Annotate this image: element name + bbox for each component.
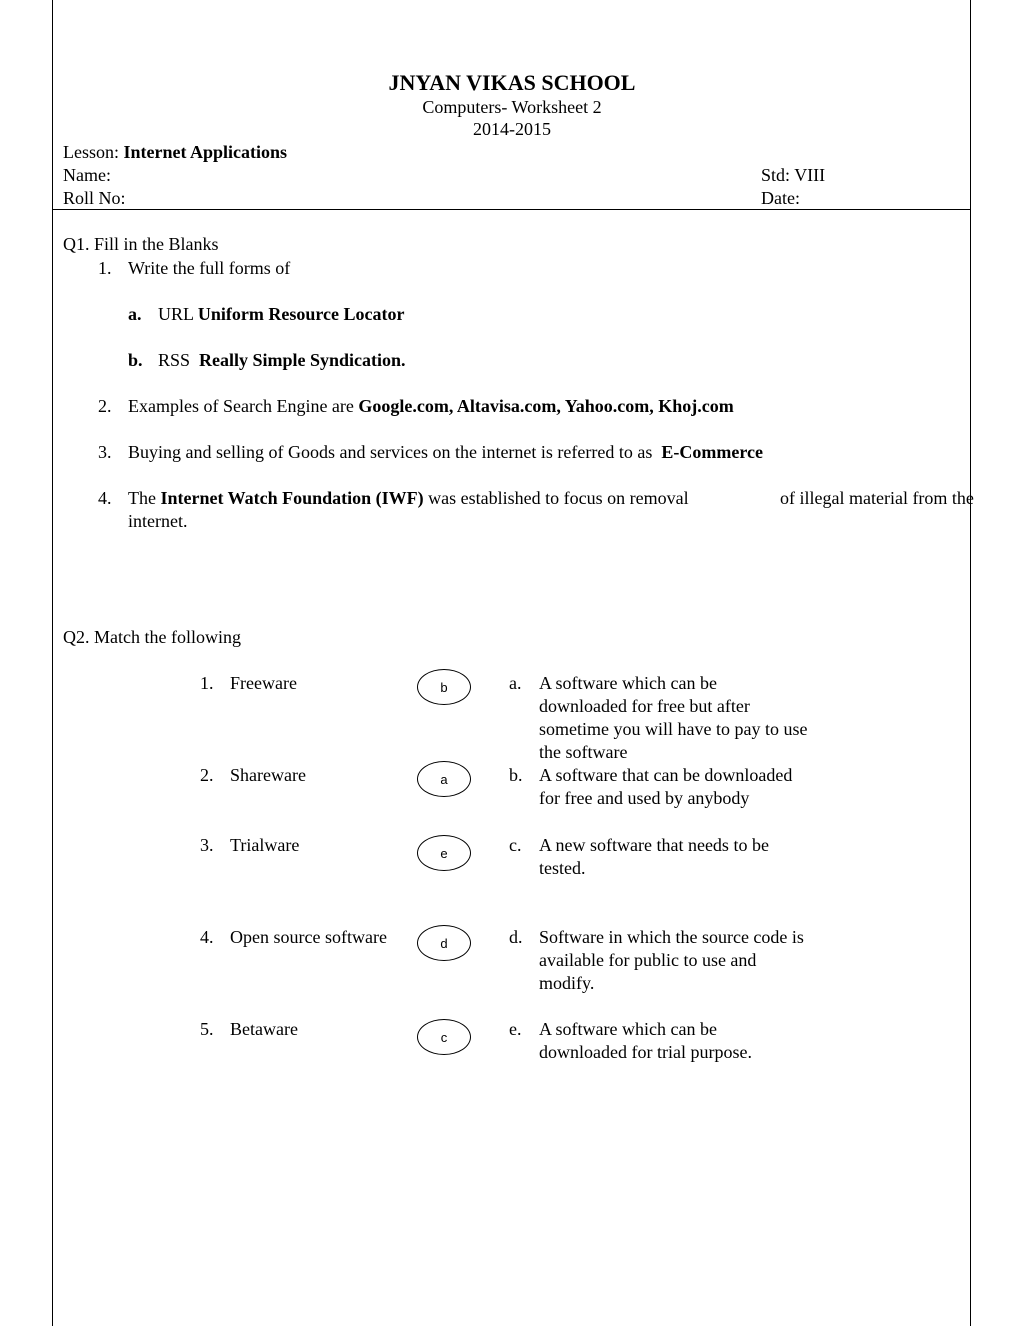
q1-item-4-line — [128, 487, 689, 510]
q1-item-1-number: 1. — [98, 258, 112, 278]
q1-item-2-line — [128, 395, 734, 418]
q1-item-1-text: Write the full forms of — [128, 258, 291, 278]
name-label: Name: — [63, 165, 111, 185]
q2-left-1-term: Freeware — [230, 673, 297, 693]
q2-right-c-text: A new software that needs to be tested. — [539, 835, 769, 878]
q1-item-3-number: 3. — [98, 442, 112, 462]
lesson-line — [63, 141, 287, 164]
q2-right-b-letter: b. — [509, 765, 523, 785]
q1-item-4-number: 4. — [98, 488, 112, 508]
q2-right-a-text: A software which can be downloaded for free but after sometime you will have to pay to use the software — [539, 673, 808, 762]
q1-item-1a-letter: a. — [128, 304, 142, 324]
q1-item-1b-term: RSS — [158, 350, 191, 370]
q2-answer-oval-5: c — [417, 1019, 471, 1055]
right-margin-line — [970, 0, 971, 1326]
q2-right-d-letter: d. — [509, 927, 523, 947]
q2-answer-oval-2: a — [417, 761, 471, 797]
q1-item-1b-line — [158, 349, 406, 372]
q1-item-1a-answer: Uniform Resource Locator — [197, 304, 405, 324]
q1-item-1a-term: URL — [158, 304, 194, 324]
q1-item-4-post: was established to focus on removal — [428, 488, 689, 508]
q2-left-2-term: Shareware — [230, 765, 306, 785]
q2-answer-oval-1: b — [417, 669, 471, 705]
lesson-label: Lesson: — [63, 142, 119, 162]
left-margin-line — [52, 0, 53, 1326]
roll-label: Roll No: — [63, 188, 126, 208]
q2-right-d-text: Software in which the source code is available for public to use and modify. — [539, 927, 804, 993]
q2-right-b-text: A software that can be downloaded for free and used by anybody — [539, 765, 793, 808]
q2-right-e-text: A software which can be downloaded for trial purpose. — [539, 1019, 752, 1062]
q2-left-4-term: Open source software — [230, 927, 387, 947]
q2-right-e-letter: e. — [509, 1019, 522, 1039]
q2-left-3-term: Trialware — [230, 835, 300, 855]
worksheet-subtitle: Computers- Worksheet 2 — [422, 97, 602, 117]
q2-title: Q2. Match the following — [63, 627, 241, 647]
q2-left-2-number: 2. — [200, 765, 214, 785]
q1-item-3-line — [128, 441, 763, 464]
q1-item-4-answer: Internet Watch Foundation (IWF) — [160, 488, 424, 508]
q2-left-5-term: Betaware — [230, 1019, 298, 1039]
q1-item-3-answer: E-Commerce — [661, 442, 763, 462]
q2-answer-oval-4: d — [417, 925, 471, 961]
lesson-value: Internet Applications — [123, 142, 288, 162]
q1-item-4-tail: of illegal material from the — [780, 488, 974, 508]
q1-title: Q1. Fill in the Blanks — [63, 234, 219, 254]
q1-item-1a-line — [158, 303, 404, 326]
q1-item-2-number: 2. — [98, 396, 112, 416]
q1-item-1b-letter: b. — [128, 350, 143, 370]
q2-right-c-letter: c. — [509, 835, 522, 855]
school-name: JNYAN VIKAS SCHOOL — [388, 70, 636, 95]
q2-right-a-letter: a. — [509, 673, 522, 693]
q1-item-4-line2: internet. — [128, 511, 188, 531]
academic-year: 2014-2015 — [473, 119, 551, 139]
q2-left-5-number: 5. — [200, 1019, 214, 1039]
q2-left-4-number: 4. — [200, 927, 214, 947]
header-divider — [52, 209, 970, 210]
std-label: Std: VIII — [761, 165, 826, 185]
date-label: Date: — [761, 188, 800, 208]
q1-item-2-text: Examples of Search Engine are — [128, 396, 354, 416]
q2-answer-oval-3: e — [417, 835, 471, 871]
q1-item-3-text: Buying and selling of Goods and services on the internet is referred to as — [128, 442, 653, 462]
q2-left-1-number: 1. — [200, 673, 214, 693]
q1-item-1b-answer: Really Simple Syndication. — [199, 350, 406, 370]
q1-item-2-answer: Google.com, Altavisa.com, Yahoo.com, Khoj.com — [358, 396, 734, 416]
q1-item-4-pre: The — [128, 488, 156, 508]
q2-left-3-number: 3. — [200, 835, 214, 855]
